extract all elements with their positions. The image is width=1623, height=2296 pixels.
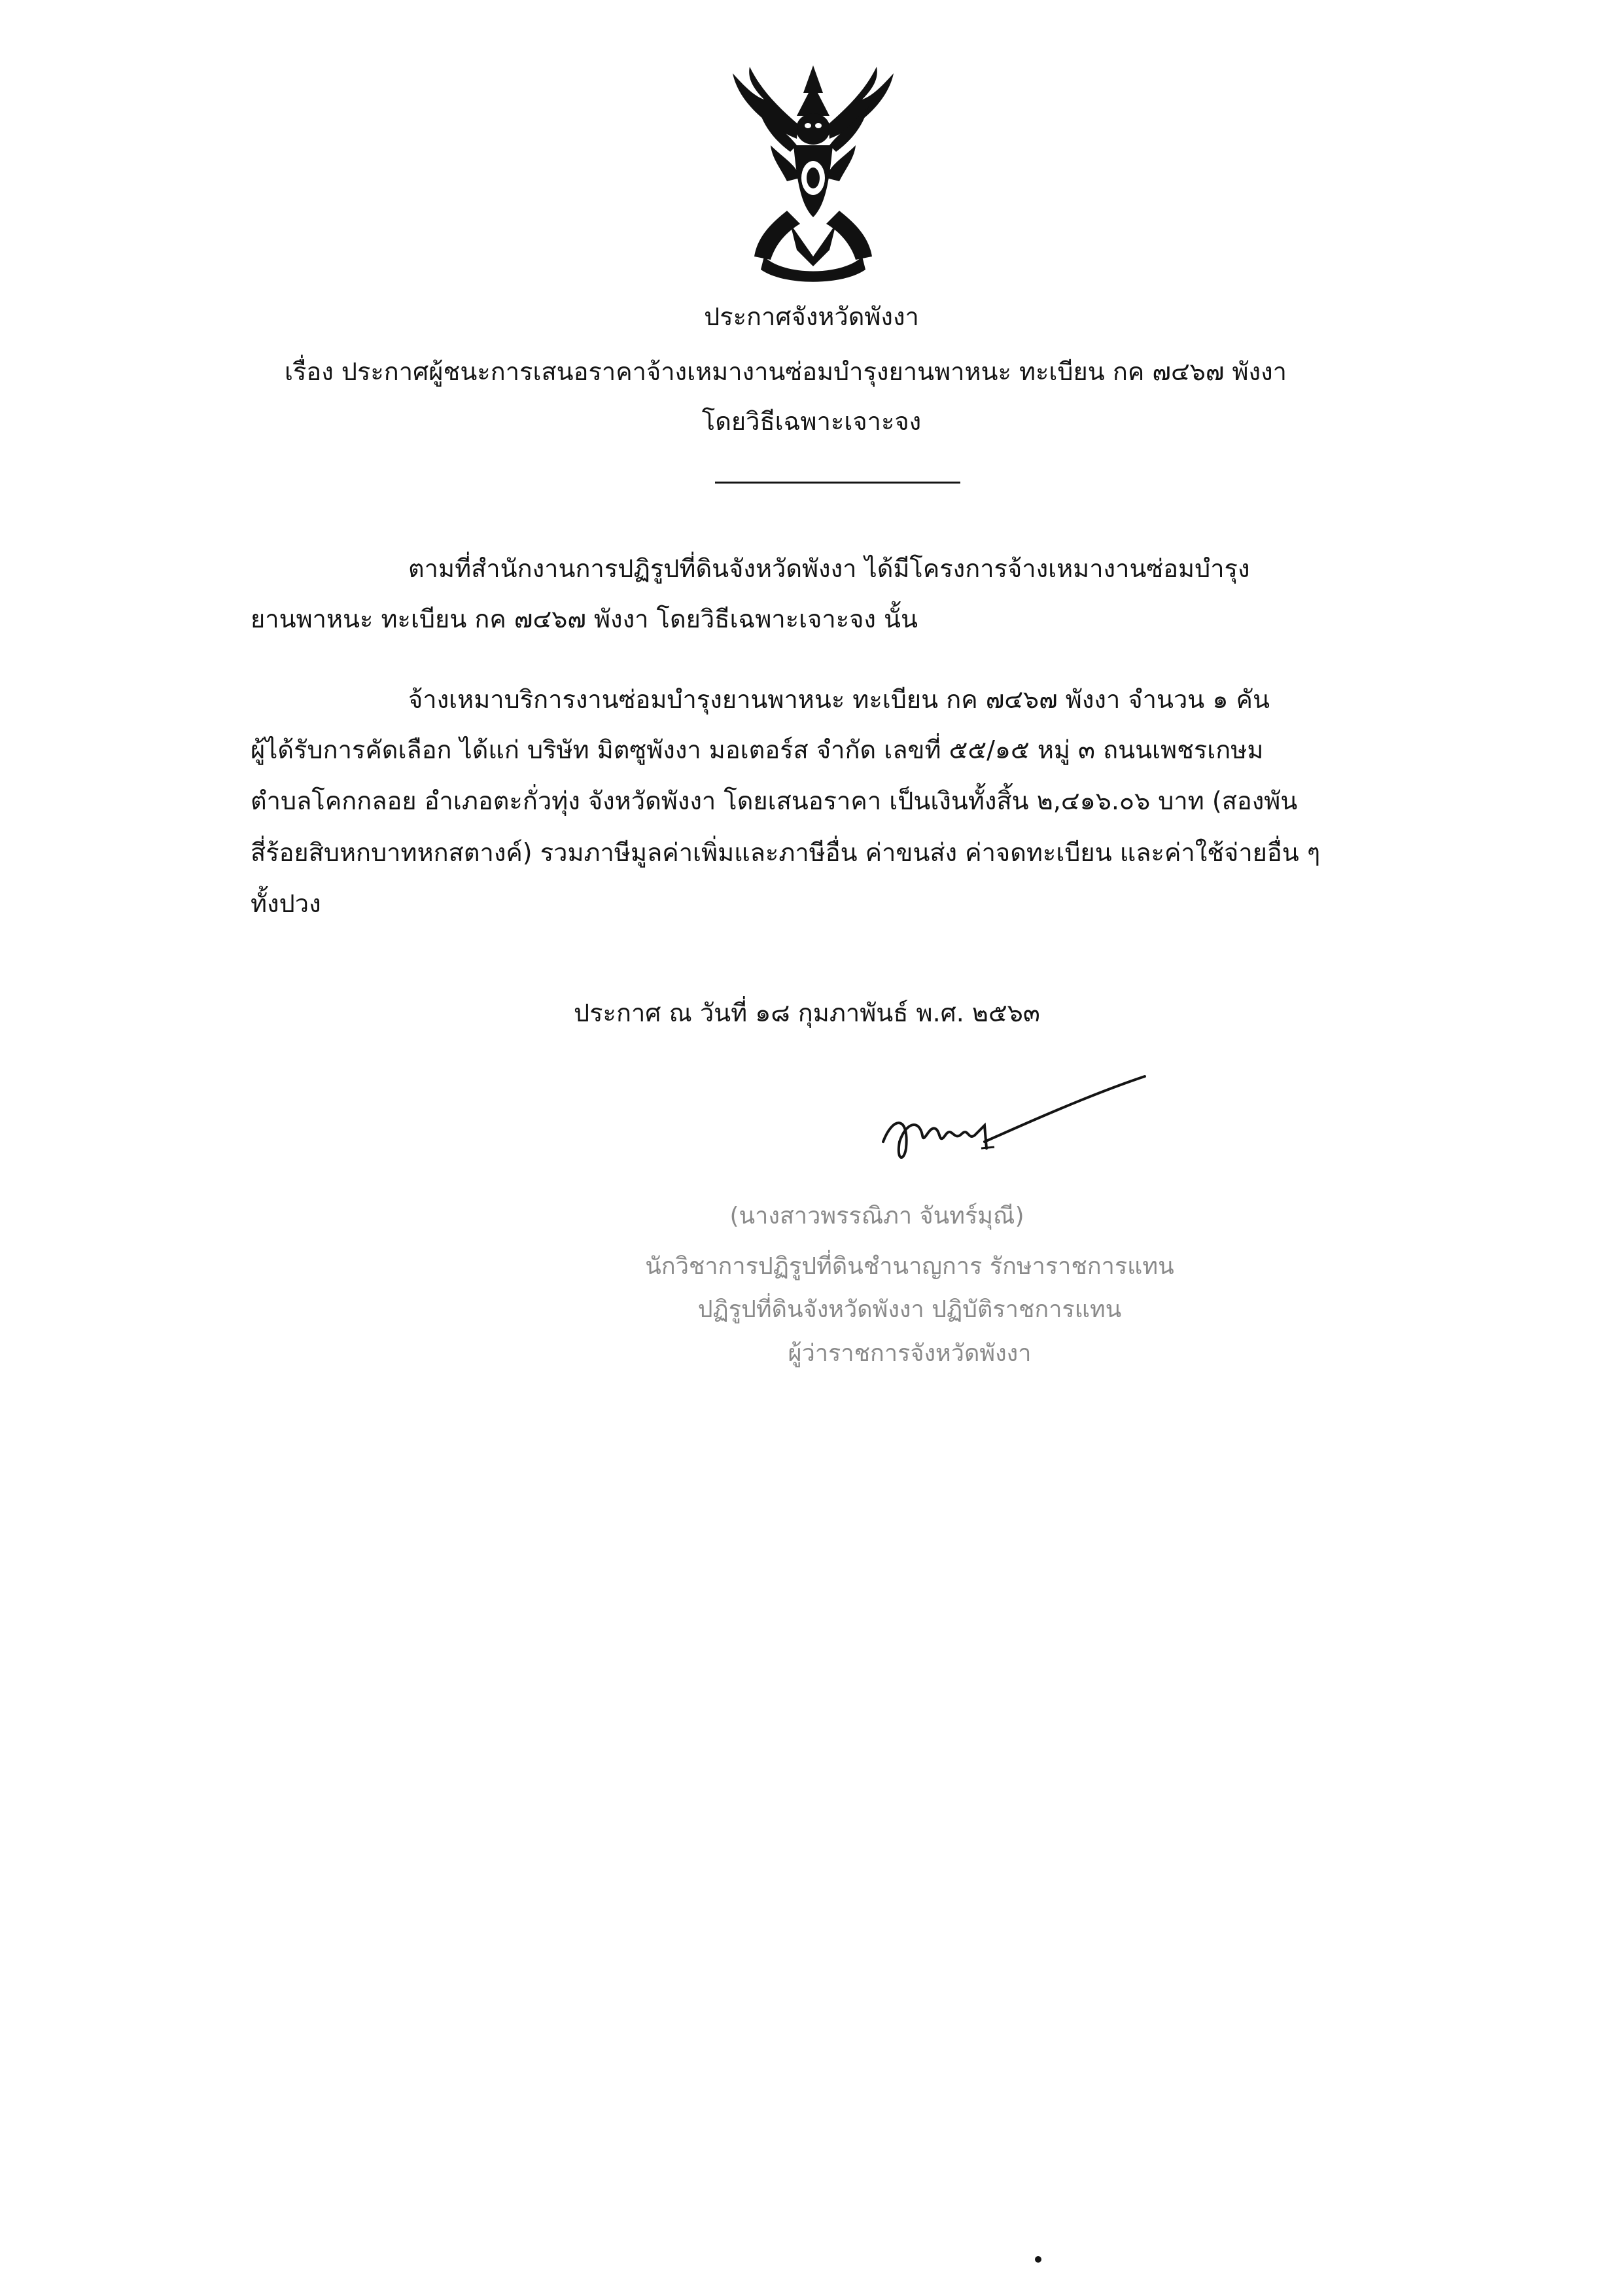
- announcement-date: ประกาศ ณ วันที่ ๑๘ กุมภาพันธ์ พ.ศ. ๒๕๖๓: [574, 998, 1040, 1027]
- paragraph-2-line-1: จ้างเหมาบริการงานซ่อมบำรุงยานพาหนะ ทะเบียน กค ๗๔๖๗ พังงา จำนวน ๑ คัน: [408, 685, 1270, 714]
- paragraph-2-line-3: ตำบลโคกกลอย อำเภอตะกั่วทุ่ง จังหวัดพังงา โดยเสนอราคา เป็นเงินทั้งสิ้น ๒,๔๑๖.๐๖ บาท (สองพัน: [251, 786, 1298, 815]
- paragraph-1-line-1: ตามที่สำนักงานการปฏิรูปที่ดินจังหวัดพังงา ได้มีโครงการจ้างเหมางานซ่อมบำรุง: [408, 554, 1250, 583]
- handwritten-signature: [870, 1063, 1151, 1181]
- signer-name: (นางสาวพรรณิภา จันทร์มุณี): [729, 1203, 1024, 1229]
- paragraph-1-line-2: ยานพาหนะ ทะเบียน กค ๗๔๖๗ พังงา โดยวิธีเฉพาะเจาะจง นั้น: [251, 605, 918, 633]
- subject-line: เรื่อง ประกาศผู้ชนะการเสนอราคาจ้างเหมางานซ่อมบำรุงยานพาหนะ ทะเบียน กค ๗๔๖๗ พังงา: [285, 357, 1287, 386]
- scan-speck: [1035, 2256, 1041, 2263]
- document-title: ประกาศจังหวัดพังงา: [704, 302, 919, 331]
- paragraph-2-line-5: ทั้งปวง: [251, 889, 321, 918]
- title-divider: [715, 482, 960, 484]
- signer-position-line-2: ปฏิรูปที่ดินจังหวัดพังงา ปฏิบัติราชการแทน: [697, 1296, 1122, 1323]
- garuda-emblem: [725, 60, 901, 286]
- paragraph-2-line-2: ผู้ได้รับการคัดเลือก ได้แก่ บริษัท มิตซูพังงา มอเตอร์ส จำกัด เลขที่ ๕๕/๑๕ หมู่ ๓ ถนนเพชรเกษม: [251, 735, 1264, 764]
- signer-position-line-1: นักวิชาการปฏิรูปที่ดินชำนาญการ รักษาราชการแทน: [645, 1253, 1174, 1280]
- subject-line-continuation: โดยวิธีเฉพาะเจาะจง: [701, 407, 922, 436]
- paragraph-2-line-4: สี่ร้อยสิบหกบาทหกสตางค์) รวมภาษีมูลค่าเพิ่มและภาษีอื่น ค่าขนส่ง ค่าจดทะเบียน และค่าใช้จ่ายอื่น ๆ: [251, 838, 1321, 867]
- signer-position-line-3: ผู้ว่าราชการจังหวัดพังงา: [788, 1340, 1032, 1367]
